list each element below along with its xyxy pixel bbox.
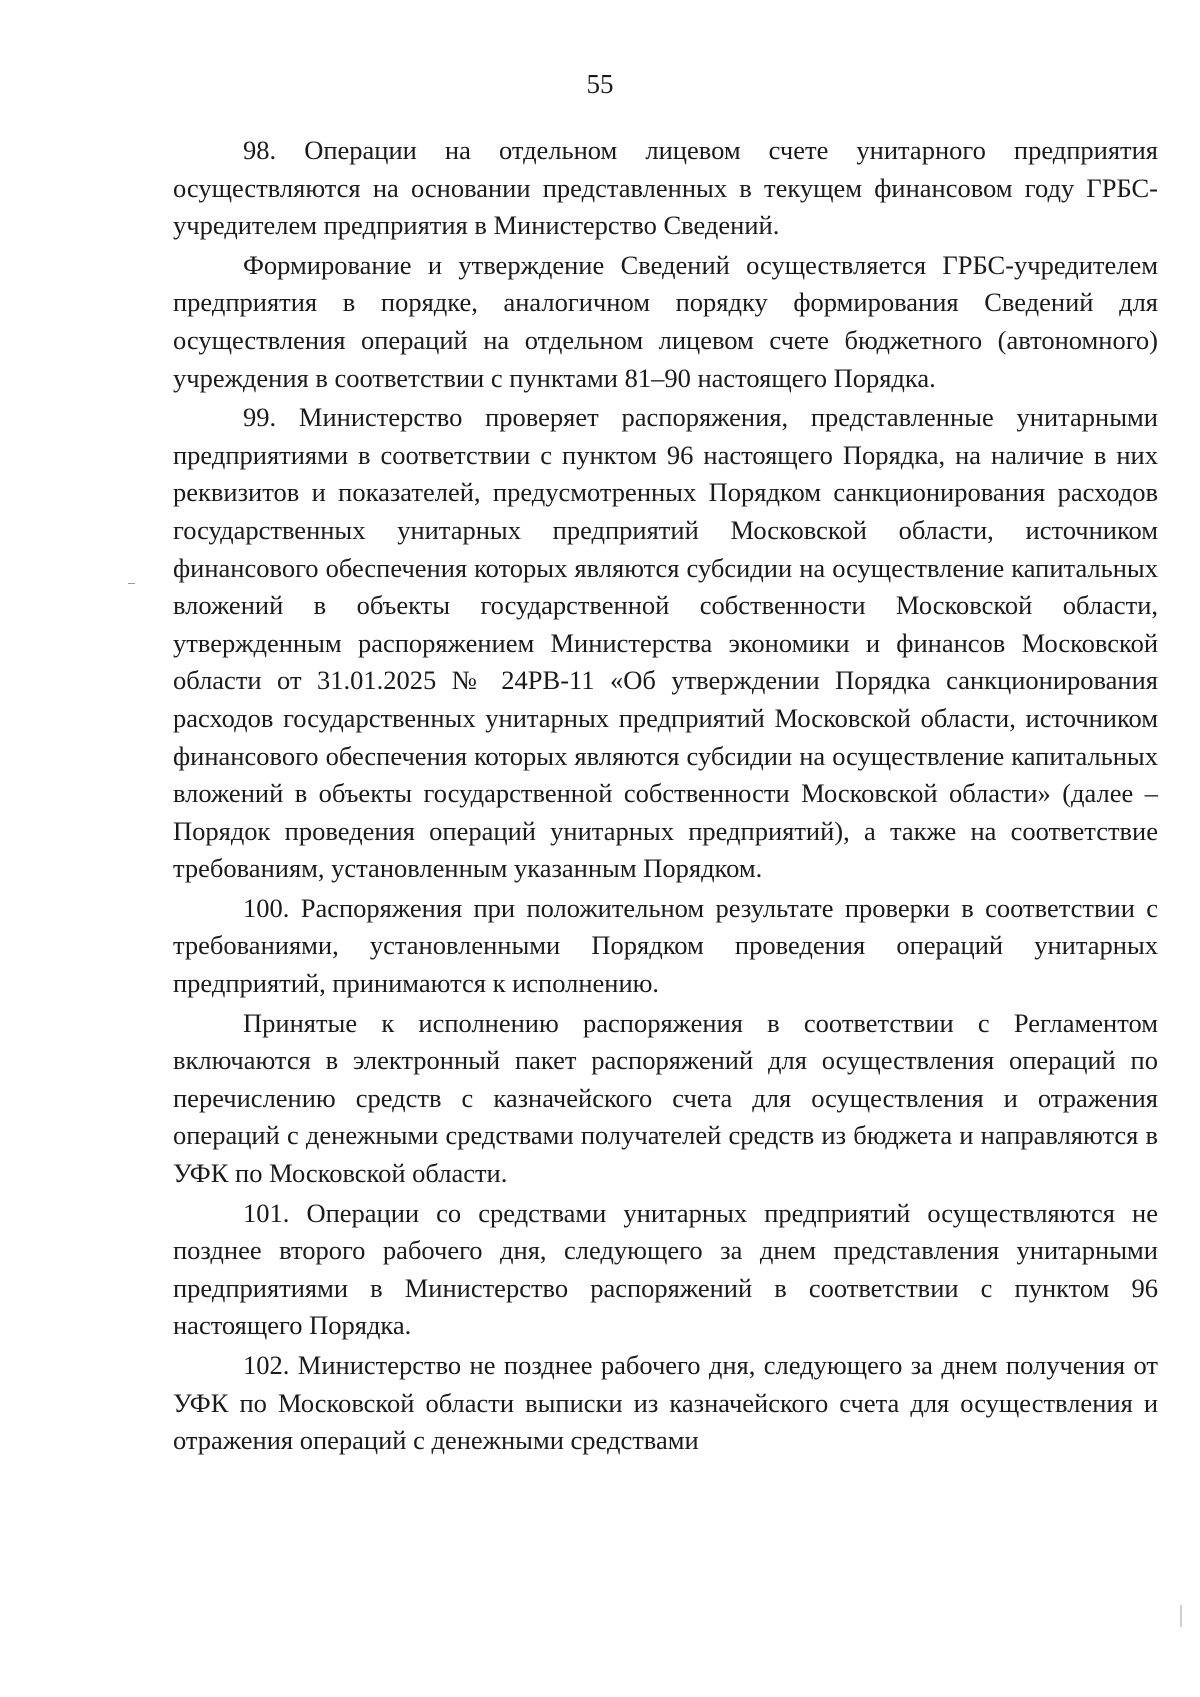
paragraph-101: 101. Операции со средствами унитарных предприятий осуществляются не позднее второго рабочего дня, следующего за днем представления унитарными предприятиями в Министерство распоряжений в соответствии с пунктом 96 настоящего Порядка.: [173, 1197, 1158, 1341]
paragraph-98: 98. Операции на отдельном лицевом счете унитарного предприятия осуществляются на основании представленных в текущем финансовом году ГРБС-учредителем предприятия в Министерство Сведений.: [173, 135, 1158, 241]
document-body: [173, 132, 1158, 1462]
paragraph-100-accepted: Принятые к исполнению распоряжения в соответствии с Регламентом включаются в электронный пакет распоряжений для осуществления операций по перечислению средств с казначейского счета для осуществления и отражения операций с денежными средствами получателей средств из бюджета и направляются в УФК по Московской области.: [173, 1007, 1158, 1189]
paragraph-98-formation: Формирование и утверждение Сведений осуществляется ГРБС-учредителем предприятия в порядке, аналогичном порядку формирования Сведений для осуществления операций на отдельном лицевом счете бюджетного (автономного) учреждения в соответствии с пунктами 81–90 настоящего Порядка.: [173, 249, 1158, 393]
paragraph-102: 102. Министерство не позднее рабочего дня, следующего за днем получения от УФК по Московской области выписки из казначейского счета для осуществления и отражения операций с денежными средствами: [173, 1350, 1158, 1456]
paragraph-100: 100. Распоряжения при положительном результате проверки в соответствии с требованиями, установленными Порядком проведения операций унитарных предприятий, принимаются к исполнению.: [173, 892, 1158, 999]
page-number: 55: [586, 69, 614, 99]
margin-scan-mark: [128, 583, 135, 584]
corner-scan-mark: [1180, 1605, 1182, 1627]
paragraph-99: 99. Министерство проверяет распоряжения, представленные унитарными предприятиями в соответствии с пунктом 96 настоящего Порядка, на наличие в них реквизитов и показателей, предусмотренных Порядком санкционирования расходов государственных унитарных предприятий Московской области, источником финансового обеспечения которых являются субсидии на осуществление капитальных вложений в объекты государственной собственности Московской области, утвержденным распоряжением Министерства экономики и финансов Московской области от 31.01.2025 № 24РВ-11 «Об утверждении Порядка санкционирования расходов государственных унитарных предприятий Московской области, источником финансового обеспечения которых являются субсидии на осуществление капитальных вложений в объекты государственной собственности Московской области» (далее – Порядок проведения операций унитарных предприятий), а также на соответствие требованиям, установленным указанным Порядком.: [173, 402, 1158, 884]
